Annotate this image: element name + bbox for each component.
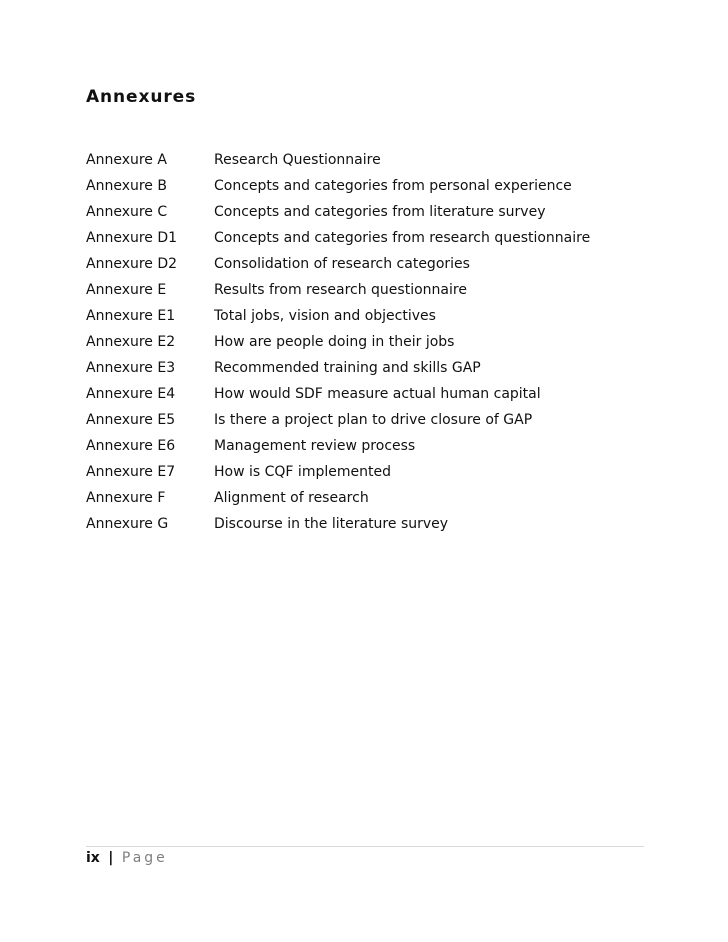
list-item [86,381,590,407]
annexure-title: Research Questionnaire [214,152,381,168]
annexure-code: Annexure E6 [86,438,176,454]
annexure-title: Discourse in the literature survey [214,516,449,532]
annexure-code: Annexure F [86,490,166,506]
annexure-title: How are people doing in their jobs [214,334,455,350]
annexure-title: Results from research questionnaire [214,282,467,298]
annexure-title: How would SDF measure actual human capital [214,386,541,402]
page-label: Page [121,850,168,866]
annexure-title: Recommended training and skills GAP [214,360,481,376]
annexure-title: Concepts and categories from research questionnaire [214,230,591,246]
page-footer [86,848,168,868]
annexure-code: Annexure C [86,204,168,220]
annexure-title: Consolidation of research categories [214,256,470,272]
annexure-code: Annexure B [86,178,167,194]
annexure-code: Annexure G [86,516,169,532]
annexure-code: Annexure E4 [86,386,176,402]
annexure-code: Annexure E7 [86,464,176,480]
list-item [86,433,590,459]
list-item [86,329,590,355]
list-item [86,407,590,433]
page-title: Annexures [86,87,197,107]
annexure-title: How is CQF implemented [214,464,391,480]
annexure-code: Annexure E [86,282,167,298]
annexure-code: Annexure E3 [86,360,176,376]
annexure-code: Annexure A [86,152,167,168]
annexure-title: Total jobs, vision and objectives [214,308,436,324]
annexure-code: Annexure D1 [86,230,178,246]
list-item [86,459,590,485]
annexure-list [86,147,590,537]
annexure-title: Concepts and categories from literature survey [214,204,546,220]
annexure-code: Annexure E2 [86,334,176,350]
list-item [86,147,590,173]
list-item [86,173,590,199]
list-item [86,303,590,329]
list-item [86,485,590,511]
page-number: ix [86,850,100,866]
annexure-code: Annexure D2 [86,256,178,272]
annexure-code: Annexure E5 [86,412,176,428]
annexure-title: Management review process [214,438,416,454]
list-item [86,199,590,225]
list-item [86,225,590,251]
annexure-title: Is there a project plan to drive closure of GAP [214,412,533,428]
footer-divider [86,846,644,847]
list-item [86,251,590,277]
list-item [86,511,590,537]
annexure-code: Annexure E1 [86,308,176,324]
list-item [86,355,590,381]
list-item [86,277,590,303]
annexure-title: Concepts and categories from personal experience [214,178,572,194]
footer-separator: | [108,850,114,866]
annexure-title: Alignment of research [214,490,369,506]
